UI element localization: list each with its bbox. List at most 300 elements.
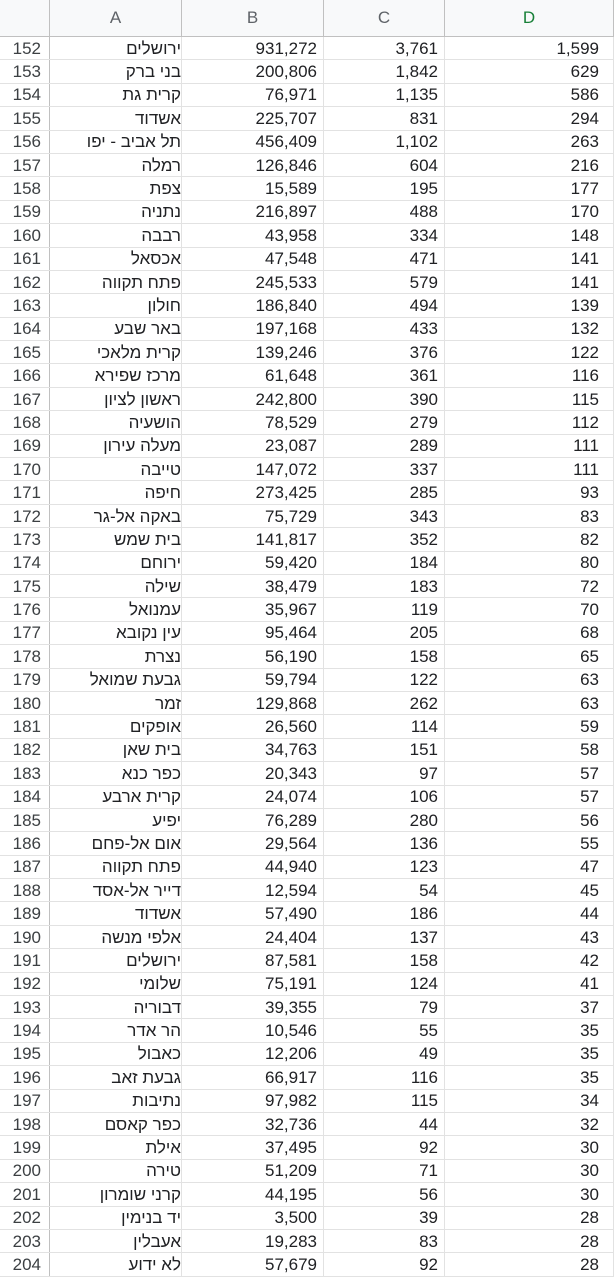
cell-b[interactable]: 129,868 — [182, 692, 324, 714]
cell-b[interactable]: 75,191 — [182, 973, 324, 995]
cell-c[interactable]: 488 — [324, 201, 445, 223]
row-number[interactable]: 197 — [0, 1090, 50, 1112]
cell-a[interactable]: חולון — [50, 294, 182, 316]
row-number[interactable]: 168 — [0, 411, 50, 433]
table-row — [0, 435, 614, 458]
row-number[interactable]: 172 — [0, 505, 50, 527]
row-number[interactable]: 185 — [0, 809, 50, 831]
cell-b[interactable]: 141,817 — [182, 528, 324, 550]
cell-d[interactable]: 58 — [445, 739, 614, 761]
cell-d[interactable]: 47 — [445, 856, 614, 878]
cell-c[interactable]: 54 — [324, 879, 445, 901]
row-number[interactable]: 156 — [0, 131, 50, 153]
row-number[interactable]: 167 — [0, 388, 50, 410]
row-number[interactable]: 193 — [0, 996, 50, 1018]
cell-b[interactable]: 12,206 — [182, 1043, 324, 1065]
cell-c[interactable]: 1,842 — [324, 60, 445, 82]
row-number[interactable]: 169 — [0, 435, 50, 457]
cell-c[interactable]: 136 — [324, 832, 445, 854]
column-header-c[interactable]: C — [324, 0, 445, 36]
cell-d[interactable]: 83 — [445, 505, 614, 527]
table-row — [0, 598, 614, 621]
cell-b[interactable]: 57,490 — [182, 902, 324, 924]
cell-c[interactable]: 280 — [324, 809, 445, 831]
cell-d[interactable]: 139 — [445, 294, 614, 316]
cell-d[interactable]: 68 — [445, 622, 614, 644]
table-row — [0, 973, 614, 996]
cell-d[interactable]: 28 — [445, 1207, 614, 1229]
cell-c[interactable]: 137 — [324, 926, 445, 948]
row-number[interactable]: 187 — [0, 856, 50, 878]
cell-a[interactable]: קרית גת — [50, 84, 182, 106]
row-number[interactable]: 194 — [0, 1019, 50, 1041]
table-row — [0, 1090, 614, 1113]
cell-b[interactable]: 931,272 — [182, 37, 324, 59]
cell-c[interactable]: 289 — [324, 435, 445, 457]
cell-d[interactable]: 141 — [445, 271, 614, 293]
cell-b[interactable]: 15,589 — [182, 177, 324, 199]
cell-c[interactable]: 262 — [324, 692, 445, 714]
table-row — [0, 318, 614, 341]
cell-c[interactable]: 494 — [324, 294, 445, 316]
cell-d[interactable]: 216 — [445, 154, 614, 176]
table-row — [0, 364, 614, 387]
row-number[interactable]: 202 — [0, 1207, 50, 1229]
cell-a[interactable]: קרית מלאכי — [50, 341, 182, 363]
cell-d[interactable]: 93 — [445, 481, 614, 503]
cell-b[interactable]: 37,495 — [182, 1136, 324, 1158]
row-number[interactable]: 157 — [0, 154, 50, 176]
cell-a[interactable]: אילת — [50, 1136, 182, 1158]
cell-a[interactable]: דייר אל-אסד — [50, 879, 182, 901]
cell-a[interactable]: טייבה — [50, 458, 182, 480]
cell-b[interactable]: 242,800 — [182, 388, 324, 410]
cell-d[interactable]: 57 — [445, 786, 614, 808]
row-number[interactable]: 186 — [0, 832, 50, 854]
table-row — [0, 949, 614, 972]
cell-a[interactable]: נתיבות — [50, 1090, 182, 1112]
row-number[interactable]: 195 — [0, 1043, 50, 1065]
cell-d[interactable]: 35 — [445, 1066, 614, 1088]
cell-b[interactable]: 23,087 — [182, 435, 324, 457]
cell-b[interactable]: 56,190 — [182, 645, 324, 667]
cell-d[interactable]: 148 — [445, 224, 614, 246]
cell-c[interactable]: 124 — [324, 973, 445, 995]
cell-b[interactable]: 75,729 — [182, 505, 324, 527]
row-number[interactable]: 159 — [0, 201, 50, 223]
cell-c[interactable]: 205 — [324, 622, 445, 644]
row-number[interactable]: 199 — [0, 1136, 50, 1158]
cell-a[interactable]: אופקים — [50, 715, 182, 737]
table-row — [0, 669, 614, 692]
row-number[interactable]: 152 — [0, 37, 50, 59]
cell-c[interactable]: 279 — [324, 411, 445, 433]
cell-d[interactable]: 111 — [445, 435, 614, 457]
row-number[interactable]: 164 — [0, 318, 50, 340]
cell-d[interactable]: 116 — [445, 364, 614, 386]
cell-b[interactable]: 95,464 — [182, 622, 324, 644]
cell-c[interactable]: 579 — [324, 271, 445, 293]
row-number[interactable]: 192 — [0, 973, 50, 995]
cell-d[interactable]: 294 — [445, 107, 614, 129]
cell-c[interactable]: 433 — [324, 318, 445, 340]
table-row — [0, 1183, 614, 1206]
cell-b[interactable]: 61,648 — [182, 364, 324, 386]
table-row — [0, 552, 614, 575]
cell-b[interactable]: 43,958 — [182, 224, 324, 246]
cell-d[interactable]: 28 — [445, 1253, 614, 1275]
cell-d[interactable]: 59 — [445, 715, 614, 737]
row-number[interactable]: 203 — [0, 1230, 50, 1252]
row-number[interactable]: 180 — [0, 692, 50, 714]
cell-c[interactable]: 79 — [324, 996, 445, 1018]
cell-a[interactable]: שלומי — [50, 973, 182, 995]
cell-d[interactable]: 1,599 — [445, 37, 614, 59]
cell-c[interactable]: 334 — [324, 224, 445, 246]
cell-d[interactable]: 65 — [445, 645, 614, 667]
cell-b[interactable]: 76,971 — [182, 84, 324, 106]
cell-a[interactable]: ירושלים — [50, 949, 182, 971]
cell-b[interactable]: 78,529 — [182, 411, 324, 433]
row-number[interactable]: 181 — [0, 715, 50, 737]
cell-c[interactable]: 119 — [324, 598, 445, 620]
column-header-d[interactable]: D — [445, 0, 614, 36]
cell-b[interactable]: 3,500 — [182, 1207, 324, 1229]
row-number[interactable]: 155 — [0, 107, 50, 129]
cell-b[interactable]: 38,479 — [182, 575, 324, 597]
cell-d[interactable]: 82 — [445, 528, 614, 550]
cell-c[interactable]: 92 — [324, 1253, 445, 1275]
cell-c[interactable]: 158 — [324, 645, 445, 667]
cell-b[interactable]: 147,072 — [182, 458, 324, 480]
row-number[interactable]: 196 — [0, 1066, 50, 1088]
cell-d[interactable]: 37 — [445, 996, 614, 1018]
cell-a[interactable]: גבעת זאב — [50, 1066, 182, 1088]
cell-c[interactable]: 122 — [324, 669, 445, 691]
cell-d[interactable]: 30 — [445, 1160, 614, 1182]
cell-c[interactable]: 376 — [324, 341, 445, 363]
cell-c[interactable]: 195 — [324, 177, 445, 199]
row-number[interactable]: 160 — [0, 224, 50, 246]
cell-d[interactable]: 263 — [445, 131, 614, 153]
cell-d[interactable]: 30 — [445, 1136, 614, 1158]
cell-a[interactable]: יפיע — [50, 809, 182, 831]
cell-a[interactable]: מעלה עירון — [50, 435, 182, 457]
cell-a[interactable]: ירושלים — [50, 37, 182, 59]
cell-b[interactable]: 47,548 — [182, 248, 324, 270]
cell-c[interactable]: 55 — [324, 1019, 445, 1041]
cell-d[interactable]: 35 — [445, 1019, 614, 1041]
row-number[interactable]: 188 — [0, 879, 50, 901]
cell-a[interactable]: עמנואל — [50, 598, 182, 620]
cell-a[interactable]: כפר קאסם — [50, 1113, 182, 1135]
cell-d[interactable]: 115 — [445, 388, 614, 410]
table-row — [0, 1136, 614, 1159]
cell-b[interactable]: 35,967 — [182, 598, 324, 620]
cell-c[interactable]: 49 — [324, 1043, 445, 1065]
cell-d[interactable]: 42 — [445, 949, 614, 971]
cell-c[interactable]: 151 — [324, 739, 445, 761]
table-row — [0, 154, 614, 177]
cell-a[interactable]: עין נקובא — [50, 622, 182, 644]
cell-c[interactable]: 337 — [324, 458, 445, 480]
cell-a[interactable]: נצרת — [50, 645, 182, 667]
cell-c[interactable]: 343 — [324, 505, 445, 527]
cell-b[interactable]: 216,897 — [182, 201, 324, 223]
cell-d[interactable]: 35 — [445, 1043, 614, 1065]
cell-b[interactable]: 66,917 — [182, 1066, 324, 1088]
cell-a[interactable]: כפר כנא — [50, 762, 182, 784]
cell-d[interactable]: 63 — [445, 669, 614, 691]
cell-d[interactable]: 122 — [445, 341, 614, 363]
row-number[interactable]: 184 — [0, 786, 50, 808]
cell-b[interactable]: 51,209 — [182, 1160, 324, 1182]
cell-c[interactable]: 390 — [324, 388, 445, 410]
row-number[interactable]: 179 — [0, 669, 50, 691]
cell-a[interactable]: קרית ארבע — [50, 786, 182, 808]
cell-b[interactable]: 139,246 — [182, 341, 324, 363]
row-number[interactable]: 162 — [0, 271, 50, 293]
cell-a[interactable]: שילה — [50, 575, 182, 597]
table-row — [0, 622, 614, 645]
cell-d[interactable]: 70 — [445, 598, 614, 620]
cell-c[interactable]: 471 — [324, 248, 445, 270]
cell-d[interactable]: 111 — [445, 458, 614, 480]
cell-d[interactable]: 72 — [445, 575, 614, 597]
row-number[interactable]: 177 — [0, 622, 50, 644]
cell-a[interactable]: אכסאל — [50, 248, 182, 270]
table-row — [0, 762, 614, 785]
row-number[interactable]: 201 — [0, 1183, 50, 1205]
cell-c[interactable]: 352 — [324, 528, 445, 550]
row-number[interactable]: 154 — [0, 84, 50, 106]
row-number[interactable]: 161 — [0, 248, 50, 270]
cell-a[interactable]: אום אל-פחם — [50, 832, 182, 854]
cell-a[interactable]: יד בנימין — [50, 1207, 182, 1229]
cell-a[interactable]: ירוחם — [50, 552, 182, 574]
row-number[interactable]: 178 — [0, 645, 50, 667]
cell-d[interactable]: 55 — [445, 832, 614, 854]
cell-a[interactable]: ראשון לציון — [50, 388, 182, 410]
table-row — [0, 1113, 614, 1136]
row-number[interactable]: 204 — [0, 1253, 50, 1275]
row-number[interactable]: 190 — [0, 926, 50, 948]
table-row — [0, 37, 614, 60]
cell-c[interactable]: 184 — [324, 552, 445, 574]
cell-a[interactable]: פתח תקווה — [50, 271, 182, 293]
cell-c[interactable]: 831 — [324, 107, 445, 129]
table-row — [0, 224, 614, 247]
select-all-corner[interactable] — [0, 0, 50, 36]
cell-b[interactable]: 44,940 — [182, 856, 324, 878]
cell-b[interactable]: 34,763 — [182, 739, 324, 761]
cell-d[interactable]: 30 — [445, 1183, 614, 1205]
cell-a[interactable]: דבוריה — [50, 996, 182, 1018]
cell-c[interactable]: 116 — [324, 1066, 445, 1088]
table-row — [0, 739, 614, 762]
cell-d[interactable]: 141 — [445, 248, 614, 270]
cell-a[interactable]: נתניה — [50, 201, 182, 223]
cell-b[interactable]: 39,355 — [182, 996, 324, 1018]
cell-b[interactable]: 273,425 — [182, 481, 324, 503]
cell-b[interactable]: 24,074 — [182, 786, 324, 808]
row-number[interactable]: 191 — [0, 949, 50, 971]
cell-b[interactable]: 26,560 — [182, 715, 324, 737]
cell-a[interactable]: באקה אל-גר — [50, 505, 182, 527]
cell-b[interactable]: 200,806 — [182, 60, 324, 82]
cell-c[interactable]: 3,761 — [324, 37, 445, 59]
row-number[interactable]: 174 — [0, 552, 50, 574]
cell-b[interactable]: 12,594 — [182, 879, 324, 901]
cell-a[interactable]: הושעיה — [50, 411, 182, 433]
cell-b[interactable]: 245,533 — [182, 271, 324, 293]
cell-d[interactable]: 177 — [445, 177, 614, 199]
cell-a[interactable]: גבעת שמואל — [50, 669, 182, 691]
row-number[interactable]: 158 — [0, 177, 50, 199]
table-row — [0, 809, 614, 832]
cell-c[interactable]: 1,102 — [324, 131, 445, 153]
cell-c[interactable]: 97 — [324, 762, 445, 784]
cell-a[interactable]: צפת — [50, 177, 182, 199]
cell-c[interactable]: 115 — [324, 1090, 445, 1112]
cell-b[interactable]: 57,679 — [182, 1253, 324, 1275]
cell-b[interactable]: 225,707 — [182, 107, 324, 129]
column-header-a[interactable]: A — [50, 0, 182, 36]
cell-c[interactable]: 56 — [324, 1183, 445, 1205]
table-row — [0, 271, 614, 294]
table-row — [0, 856, 614, 879]
cell-d[interactable]: 43 — [445, 926, 614, 948]
cell-d[interactable]: 629 — [445, 60, 614, 82]
row-number[interactable]: 171 — [0, 481, 50, 503]
row-number[interactable]: 183 — [0, 762, 50, 784]
cell-a[interactable]: רבבה — [50, 224, 182, 246]
cell-a[interactable]: בני ברק — [50, 60, 182, 82]
cell-b[interactable]: 59,420 — [182, 552, 324, 574]
cell-c[interactable]: 158 — [324, 949, 445, 971]
cell-a[interactable]: זמר — [50, 692, 182, 714]
cell-c[interactable]: 71 — [324, 1160, 445, 1182]
row-number[interactable]: 153 — [0, 60, 50, 82]
cell-c[interactable]: 83 — [324, 1230, 445, 1252]
cell-a[interactable]: לא ידוע — [50, 1253, 182, 1275]
cell-d[interactable]: 41 — [445, 973, 614, 995]
table-row — [0, 341, 614, 364]
cell-a[interactable]: כאבול — [50, 1043, 182, 1065]
cell-b[interactable]: 59,794 — [182, 669, 324, 691]
cell-b[interactable]: 76,289 — [182, 809, 324, 831]
cell-c[interactable]: 106 — [324, 786, 445, 808]
cell-a[interactable]: אשדוד — [50, 107, 182, 129]
row-number[interactable]: 173 — [0, 528, 50, 550]
cell-d[interactable]: 32 — [445, 1113, 614, 1135]
cell-d[interactable]: 28 — [445, 1230, 614, 1252]
cell-b[interactable]: 29,564 — [182, 832, 324, 854]
cell-b[interactable]: 456,409 — [182, 131, 324, 153]
cell-c[interactable]: 44 — [324, 1113, 445, 1135]
cell-b[interactable]: 87,581 — [182, 949, 324, 971]
row-number[interactable]: 175 — [0, 575, 50, 597]
cell-a[interactable]: אלפי מנשה — [50, 926, 182, 948]
table-row — [0, 177, 614, 200]
cell-c[interactable]: 604 — [324, 154, 445, 176]
table-row — [0, 528, 614, 551]
cell-c[interactable]: 92 — [324, 1136, 445, 1158]
cell-d[interactable]: 80 — [445, 552, 614, 574]
cell-d[interactable]: 57 — [445, 762, 614, 784]
cell-d[interactable]: 112 — [445, 411, 614, 433]
cell-b[interactable]: 19,283 — [182, 1230, 324, 1252]
cell-a[interactable]: פתח תקווה — [50, 856, 182, 878]
cell-b[interactable]: 24,404 — [182, 926, 324, 948]
cell-c[interactable]: 361 — [324, 364, 445, 386]
cell-d[interactable]: 56 — [445, 809, 614, 831]
cell-a[interactable]: חיפה — [50, 481, 182, 503]
row-number[interactable]: 182 — [0, 739, 50, 761]
table-row — [0, 1253, 614, 1276]
row-number[interactable]: 166 — [0, 364, 50, 386]
cell-d[interactable]: 44 — [445, 902, 614, 924]
cell-c[interactable]: 186 — [324, 902, 445, 924]
cell-b[interactable]: 197,168 — [182, 318, 324, 340]
cell-c[interactable]: 285 — [324, 481, 445, 503]
cell-d[interactable]: 586 — [445, 84, 614, 106]
cell-c[interactable]: 39 — [324, 1207, 445, 1229]
cell-a[interactable]: באר שבע — [50, 318, 182, 340]
cell-d[interactable]: 63 — [445, 692, 614, 714]
cell-c[interactable]: 183 — [324, 575, 445, 597]
row-number[interactable]: 176 — [0, 598, 50, 620]
cell-d[interactable]: 45 — [445, 879, 614, 901]
row-number[interactable]: 189 — [0, 902, 50, 924]
cell-b[interactable]: 10,546 — [182, 1019, 324, 1041]
row-number[interactable]: 200 — [0, 1160, 50, 1182]
cell-a[interactable]: תל אביב - יפו — [50, 131, 182, 153]
table-row — [0, 248, 614, 271]
cell-a[interactable]: בית שאן — [50, 739, 182, 761]
cell-a[interactable]: קרני שומרון — [50, 1183, 182, 1205]
cell-b[interactable]: 20,343 — [182, 762, 324, 784]
cell-d[interactable]: 132 — [445, 318, 614, 340]
cell-b[interactable]: 32,736 — [182, 1113, 324, 1135]
cell-a[interactable]: מרכז שפירא — [50, 364, 182, 386]
row-number[interactable]: 170 — [0, 458, 50, 480]
cell-b[interactable]: 97,982 — [182, 1090, 324, 1112]
table-row — [0, 505, 614, 528]
column-header-b[interactable]: B — [182, 0, 324, 36]
cell-a[interactable]: אשדוד — [50, 902, 182, 924]
cell-c[interactable]: 114 — [324, 715, 445, 737]
cell-a[interactable]: רמלה — [50, 154, 182, 176]
cell-a[interactable]: הר אדר — [50, 1019, 182, 1041]
cell-b[interactable]: 44,195 — [182, 1183, 324, 1205]
table-row — [0, 902, 614, 925]
cell-b[interactable]: 186,840 — [182, 294, 324, 316]
cell-c[interactable]: 123 — [324, 856, 445, 878]
cell-a[interactable]: טירה — [50, 1160, 182, 1182]
cell-a[interactable]: בית שמש — [50, 528, 182, 550]
cell-d[interactable]: 34 — [445, 1090, 614, 1112]
row-number[interactable]: 198 — [0, 1113, 50, 1135]
table-row — [0, 1066, 614, 1089]
row-number[interactable]: 163 — [0, 294, 50, 316]
table-row — [0, 107, 614, 130]
row-number[interactable]: 165 — [0, 341, 50, 363]
cell-d[interactable]: 170 — [445, 201, 614, 223]
cell-c[interactable]: 1,135 — [324, 84, 445, 106]
cell-a[interactable]: אעבלין — [50, 1230, 182, 1252]
cell-b[interactable]: 126,846 — [182, 154, 324, 176]
